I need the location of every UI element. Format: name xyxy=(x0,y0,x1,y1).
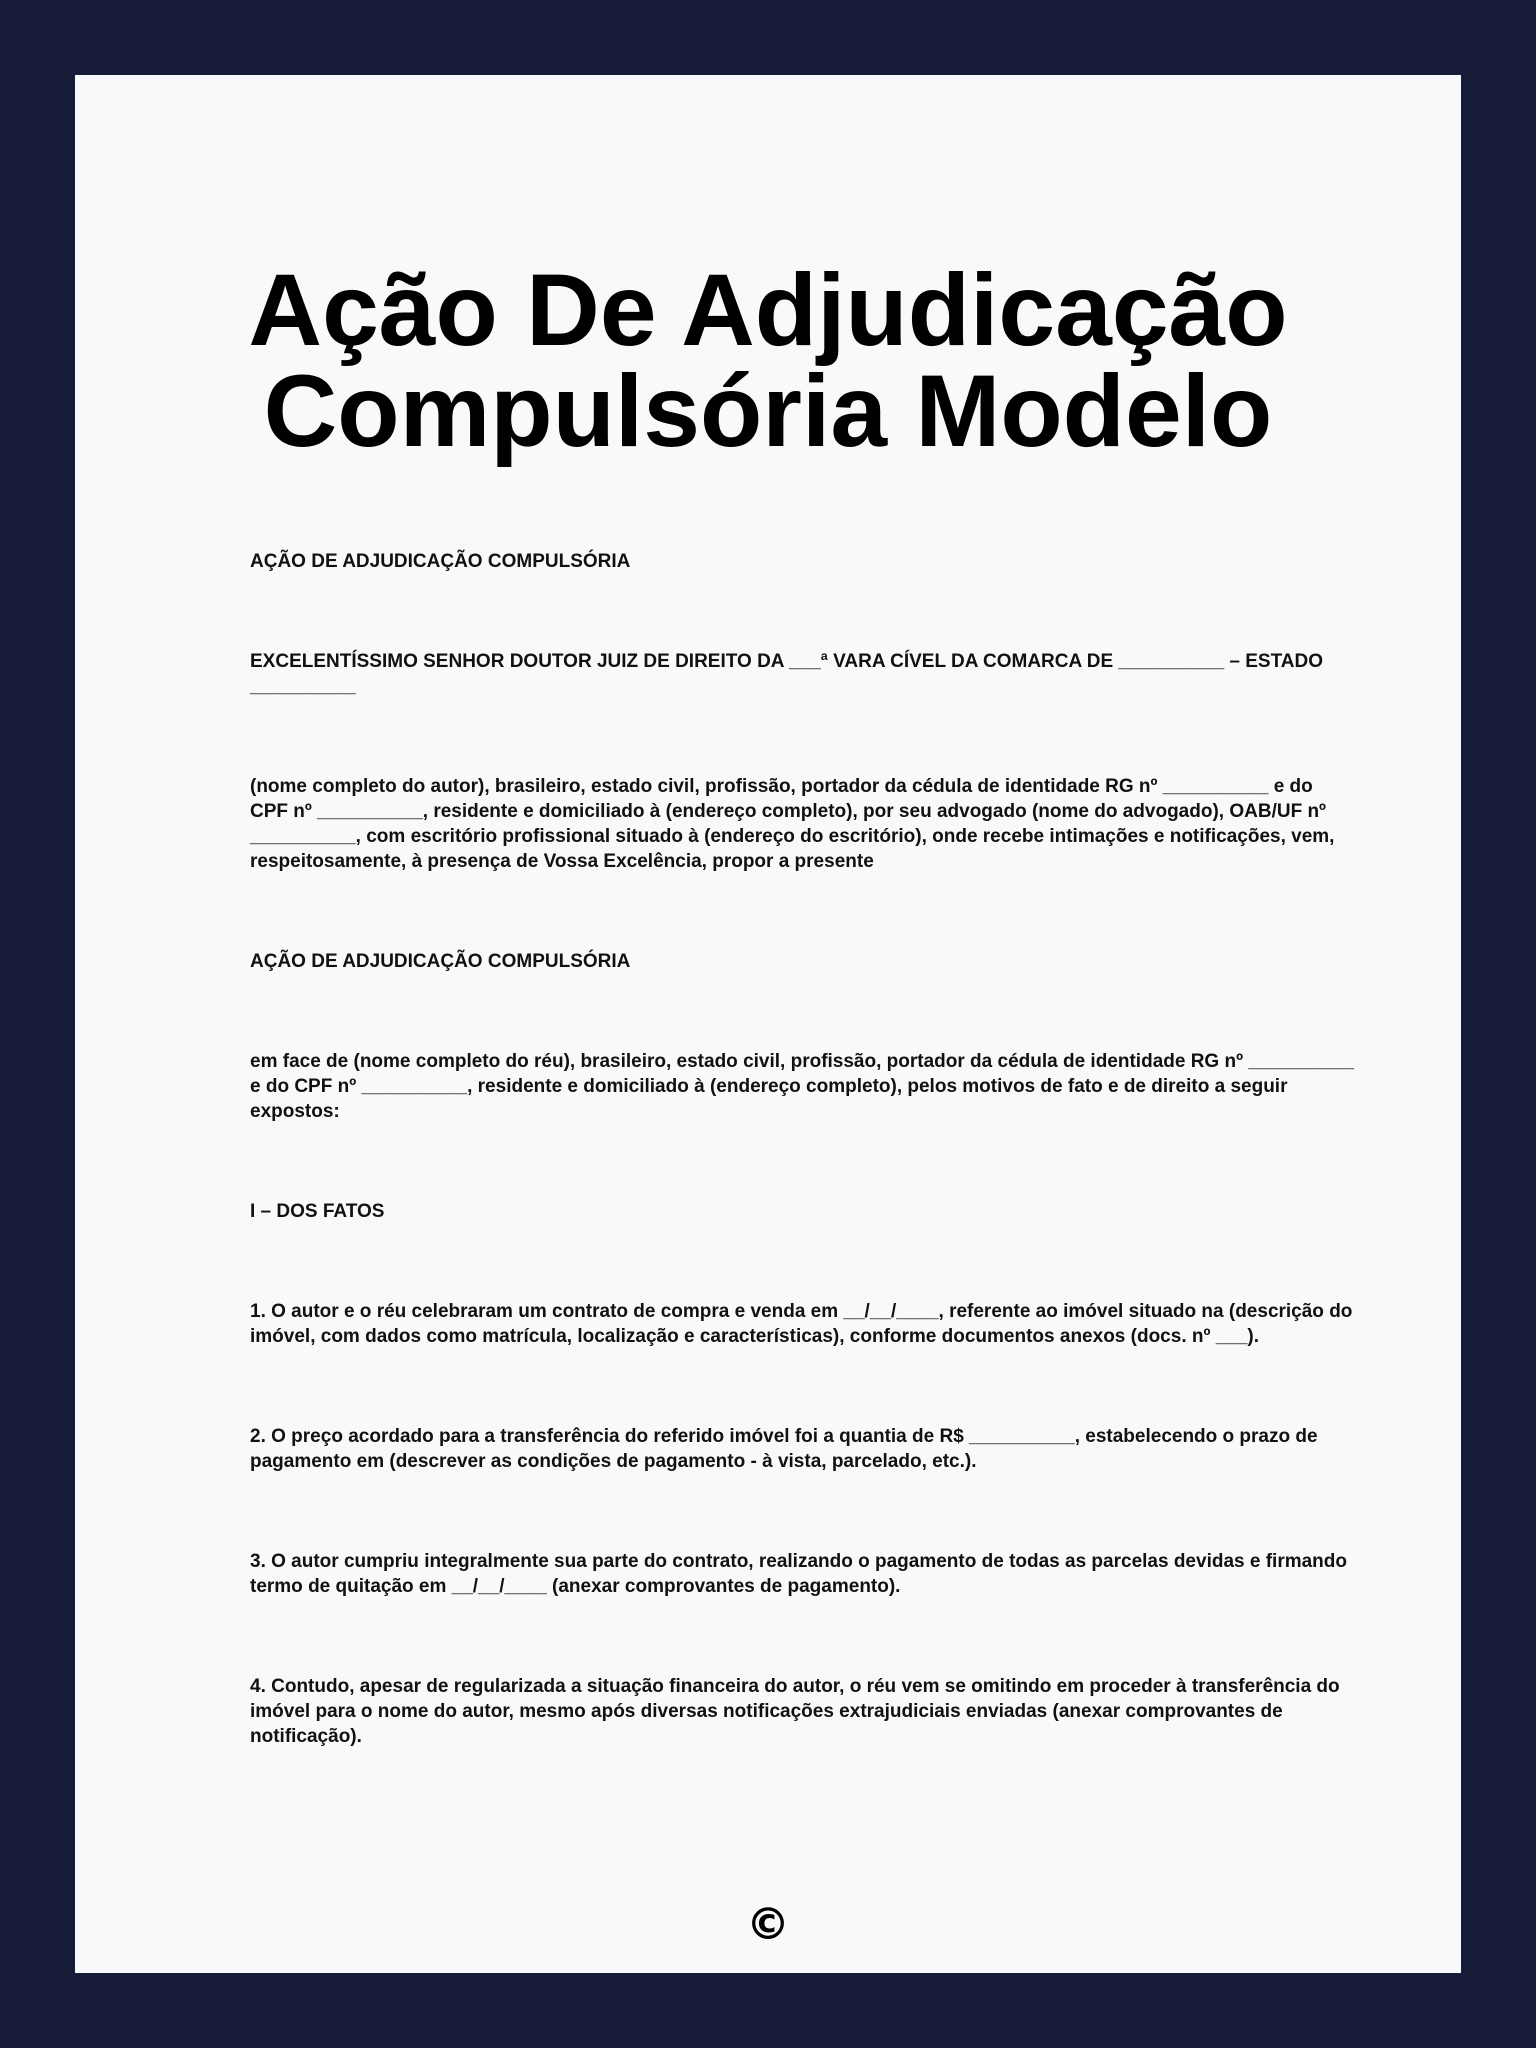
heading-action-title: AÇÃO DE ADJUDICAÇÃO COMPULSÓRIA xyxy=(250,551,631,572)
title-line-2: Compulsória Modelo xyxy=(263,354,1273,468)
title-line-1: Ação De Adjudicação xyxy=(248,253,1288,367)
fact-item-3: 3. O autor cumpriu integralmente sua parte do contrato, realizando o pagamento de todas as parcelas devidas e firmando termo de quitação em __/__/____ (anexar comprovantes de pagamento). xyxy=(250,1551,1347,1597)
fact-item-2: 2. O preço acordado para a transferência do referido imóvel foi a quantia de R$ __________, estabelecendo o prazo de pagamento em (descrever as condições de pagamento - à vista, parcelado, etc.). xyxy=(250,1426,1318,1472)
court-address: EXCELENTÍSSIMO SENHOR DOUTOR JUIZ DE DIREITO DA ___ª VARA CÍVEL DA COMARCA DE __________ – ESTADO __________ xyxy=(250,651,1324,697)
fact-item-1: 1. O autor e o réu celebraram um contrato de compra e venda em __/__/____, referente ao imóvel situado na (descrição do imóvel, com dados como matrícula, localização e características), conforme documentos anexos (docs. nº ___). xyxy=(250,1301,1353,1347)
document-title xyxy=(75,253,1461,468)
defendant-qualification: em face de (nome completo do réu), brasileiro, estado civil, profissão, portador da cédula de identidade RG nº __________ e do CPF nº __________, residente e domiciliado à (endereço completo), pelos motivos de fato e de direito a seguir expostos: xyxy=(250,1051,1354,1122)
copyright-icon: © xyxy=(746,1899,790,1950)
document-body xyxy=(250,549,1355,1824)
section-heading-facts: I – DOS FATOS xyxy=(250,1201,385,1222)
fact-item-4: 4. Contudo, apesar de regularizada a situação financeira do autor, o réu vem se omitindo em proceder à transferência do imóvel para o nome do autor, mesmo após diversas notificações extrajudiciais enviadas (anexar comprovantes de notificação). xyxy=(250,1676,1340,1747)
heading-action-title-repeat: AÇÃO DE ADJUDICAÇÃO COMPULSÓRIA xyxy=(250,951,631,972)
document-page xyxy=(75,75,1461,1973)
plaintiff-qualification: (nome completo do autor), brasileiro, estado civil, profissão, portador da cédula de identidade RG nº __________ e do CPF nº __________, residente e domiciliado à (endereço completo), por seu advogado (nome do advogado), OAB/UF nº __________, com escritório profissional situado à (endereço do escritório), onde recebe intimações e notificações, vem, respeitosamente, à presença de Vossa Excelência, propor a presente xyxy=(250,776,1335,872)
